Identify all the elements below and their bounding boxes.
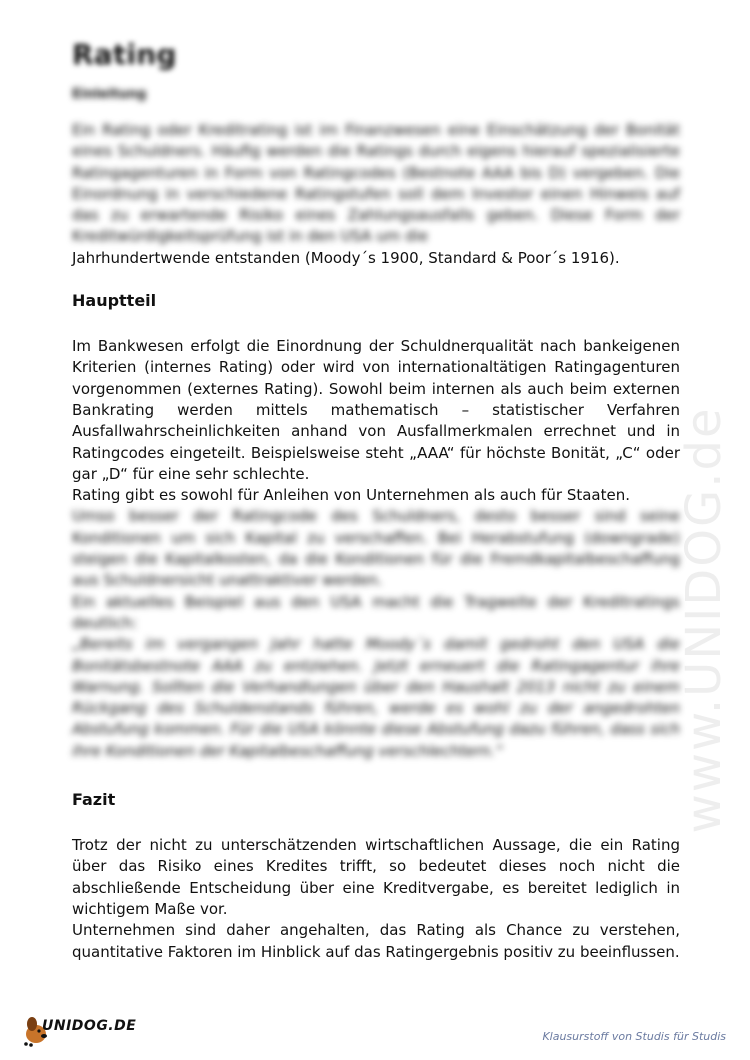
conclusion-paragraph-2: Unternehmen sind daher angehalten, das Rating als Chance zu verstehen, quantitative Faktoren im Hinblick auf das Ratingergebnis positiv zu beeinflussen.	[72, 921, 680, 961]
intro-last-line: Jahrhundertwende entstanden (Moody´s 1900, Standard & Poor´s 1916).	[72, 248, 620, 267]
footer-tagline: Klausurstoff von Studis für Studis	[542, 1030, 726, 1043]
main-heading: Hauptteil	[72, 291, 157, 311]
unidog-logo-text: UNIDOG.DE	[42, 1018, 137, 1034]
main-paragraph-3: Umso besser der Ratingcode des Schuldners, desto besser sind seine Konditionen um sich Kapital zu verschaffen. Bei Herabstufung (downgrade) steigen die Kapitalkosten, da die Konditionen für die Fremdkapitalbeschaffung aus Schuldnersicht unattraktiver werden.	[72, 507, 680, 590]
watermark-text: www.UNIDOG.de	[676, 406, 732, 834]
conclusion-heading: Fazit	[72, 790, 116, 810]
main-paragraph-2: Rating gibt es sowohl für Anleihen von Unternehmen als auch für Staaten.	[72, 486, 630, 505]
intro-paragraph: Ein Rating oder Kreditrating ist im Finanzwesen eine Einschätzung der Bonität eines Schuldners. Häufig werden die Ratings durch eigens hierauf spezialisierte Ratingagenturen in Form von Ratingcodes (Bestnote AAA bis D) vergeben. Die Einordnung in verschiedene Ratingstufen soll dem Investor einen Hinweis auf das zu erwartende Risiko eines Zahlungsausfalls geben. Diese Form der Kreditwürdigkeitsprüfung ist in den USA um die	[72, 121, 680, 246]
document-title: Rating	[72, 38, 177, 71]
main-quote: „Bereits im vergangen Jahr hatte Moody´s damit gedroht den USA die Bonitätsbestnote AAA zu entziehen. Jetzt erneuert die Ratingagentur ihre Warnung. Sollten die Verhandlungen über den Haushalt 2013 nicht zu einem Rückgang des Schuldenstands führen, werde es wohl zu der angedrohten Abstufung kommen. Für die USA könnte diese Abstufung dazu führen, dass sich ihre Konditionen der Kapitalbeschaffung verschlechtern.“	[72, 635, 680, 760]
intro-heading: Einleitung	[72, 87, 147, 102]
main-paragraph-1: Im Bankwesen erfolgt die Einordnung der Schuldnerqualität nach bankeigenen Kriterien (internes Rating) oder wird von internationaltätigen Ratingagenturen vorgenommen (externes Rating). Sowohl beim internen als auch beim externen Bankrating werden mittels mathematisch – statistischer Verfahren Ausfallwahrscheinlichkeiten anhand von Ausfallmerkmalen errechnet und in Ratingcodes eingeteilt. Beispielsweise steht „AAA“ für höchste Bonität, „C“ oder gar „D“ für eine sehr schlechte.	[72, 337, 680, 483]
conclusion-paragraph-1: Trotz der nicht zu unterschätzenden wirtschaftlichen Aussage, die ein Rating über das Risiko eines Kredites trifft, so bedeutet dieses noch nicht die abschließende Entscheidung über eine Kreditvergabe, es bereitet lediglich in wichtigem Maße vor.	[72, 836, 680, 918]
main-paragraph-4: Ein aktuelles Beispiel aus den USA macht die Tragweite der Kreditratings deutlich:	[72, 592, 680, 632]
document-page	[72, 38, 680, 963]
